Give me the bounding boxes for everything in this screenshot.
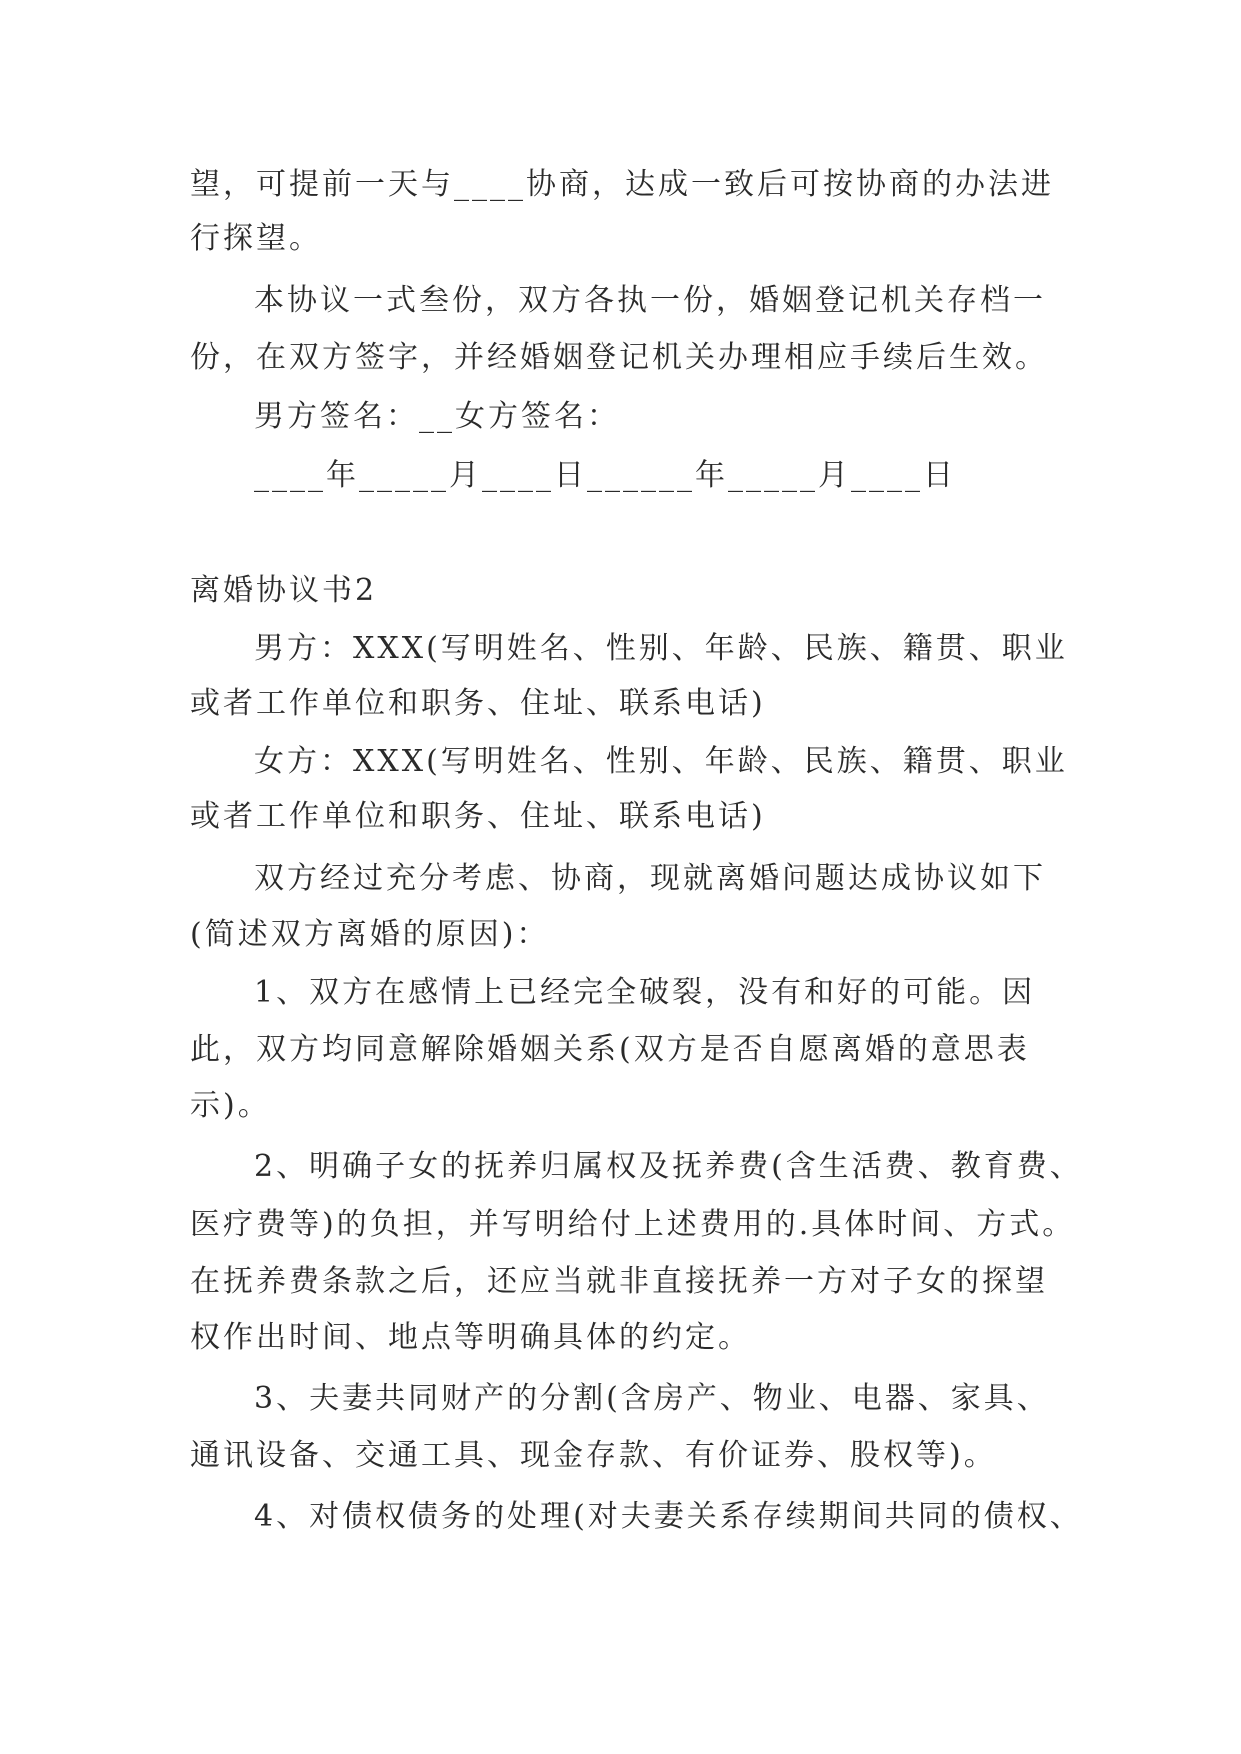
paragraph-line: 3、夫妻共同财产的分割(含房产、物业、电器、家具、 (254, 1381, 1050, 1416)
paragraph-line: 行探望。 (190, 221, 322, 256)
paragraph-line: 4、对债权债务的处理(对夫妻关系存续期间共同的债权、 (254, 1499, 1083, 1534)
paragraph-line: 双方经过充分考虑、协商，现就离婚问题达成协议如下 (254, 861, 1046, 896)
paragraph-line: 女方：XXX(写明姓名、性别、年龄、民族、籍贯、职业 (254, 744, 1068, 779)
section-title: 离婚协议书2 (190, 573, 378, 608)
paragraph-line: (简述双方离婚的原因)： (190, 917, 550, 952)
paragraph-line: 1、双方在感情上已经完全破裂，没有和好的可能。因 (254, 975, 1036, 1010)
paragraph-line: 示)。 (190, 1088, 271, 1123)
paragraph-line: 在抚养费条款之后，还应当就非直接抚养一方对子女的探望 (190, 1264, 1048, 1299)
paragraph-line: 通讯设备、交通工具、现金存款、有价证券、股权等)。 (190, 1438, 997, 1473)
paragraph-line: 医疗费等)的负担，并写明给付上述费用的.具体时间、方式。 (190, 1207, 1076, 1242)
paragraph-line: 份，在双方签字，并经婚姻登记机关办理相应手续后生效。 (190, 340, 1048, 375)
signature-line: 男方签名：__女方签名： (254, 399, 620, 434)
paragraph-line: 本协议一式叁份，双方各执一份，婚姻登记机关存档一 (254, 283, 1046, 318)
paragraph-line: 此，双方均同意解除婚姻关系(双方是否自愿离婚的意思表 (190, 1032, 1030, 1067)
paragraph-line: 或者工作单位和职务、住址、联系电话) (190, 799, 766, 834)
paragraph-line: 2、明确子女的抚养归属权及抚养费(含生活费、教育费、 (254, 1149, 1083, 1184)
paragraph-line: 或者工作单位和职务、住址、联系电话) (190, 686, 766, 721)
paragraph-line: 望，可提前一天与____协商，达成一致后可按协商的办法进 (190, 167, 1054, 202)
paragraph-line: 权作出时间、地点等明确具体的约定。 (190, 1320, 751, 1355)
date-line: ____年_____月____日______年_____月____日 (254, 458, 956, 493)
paragraph-line: 男方：XXX(写明姓名、性别、年龄、民族、籍贯、职业 (254, 631, 1068, 666)
